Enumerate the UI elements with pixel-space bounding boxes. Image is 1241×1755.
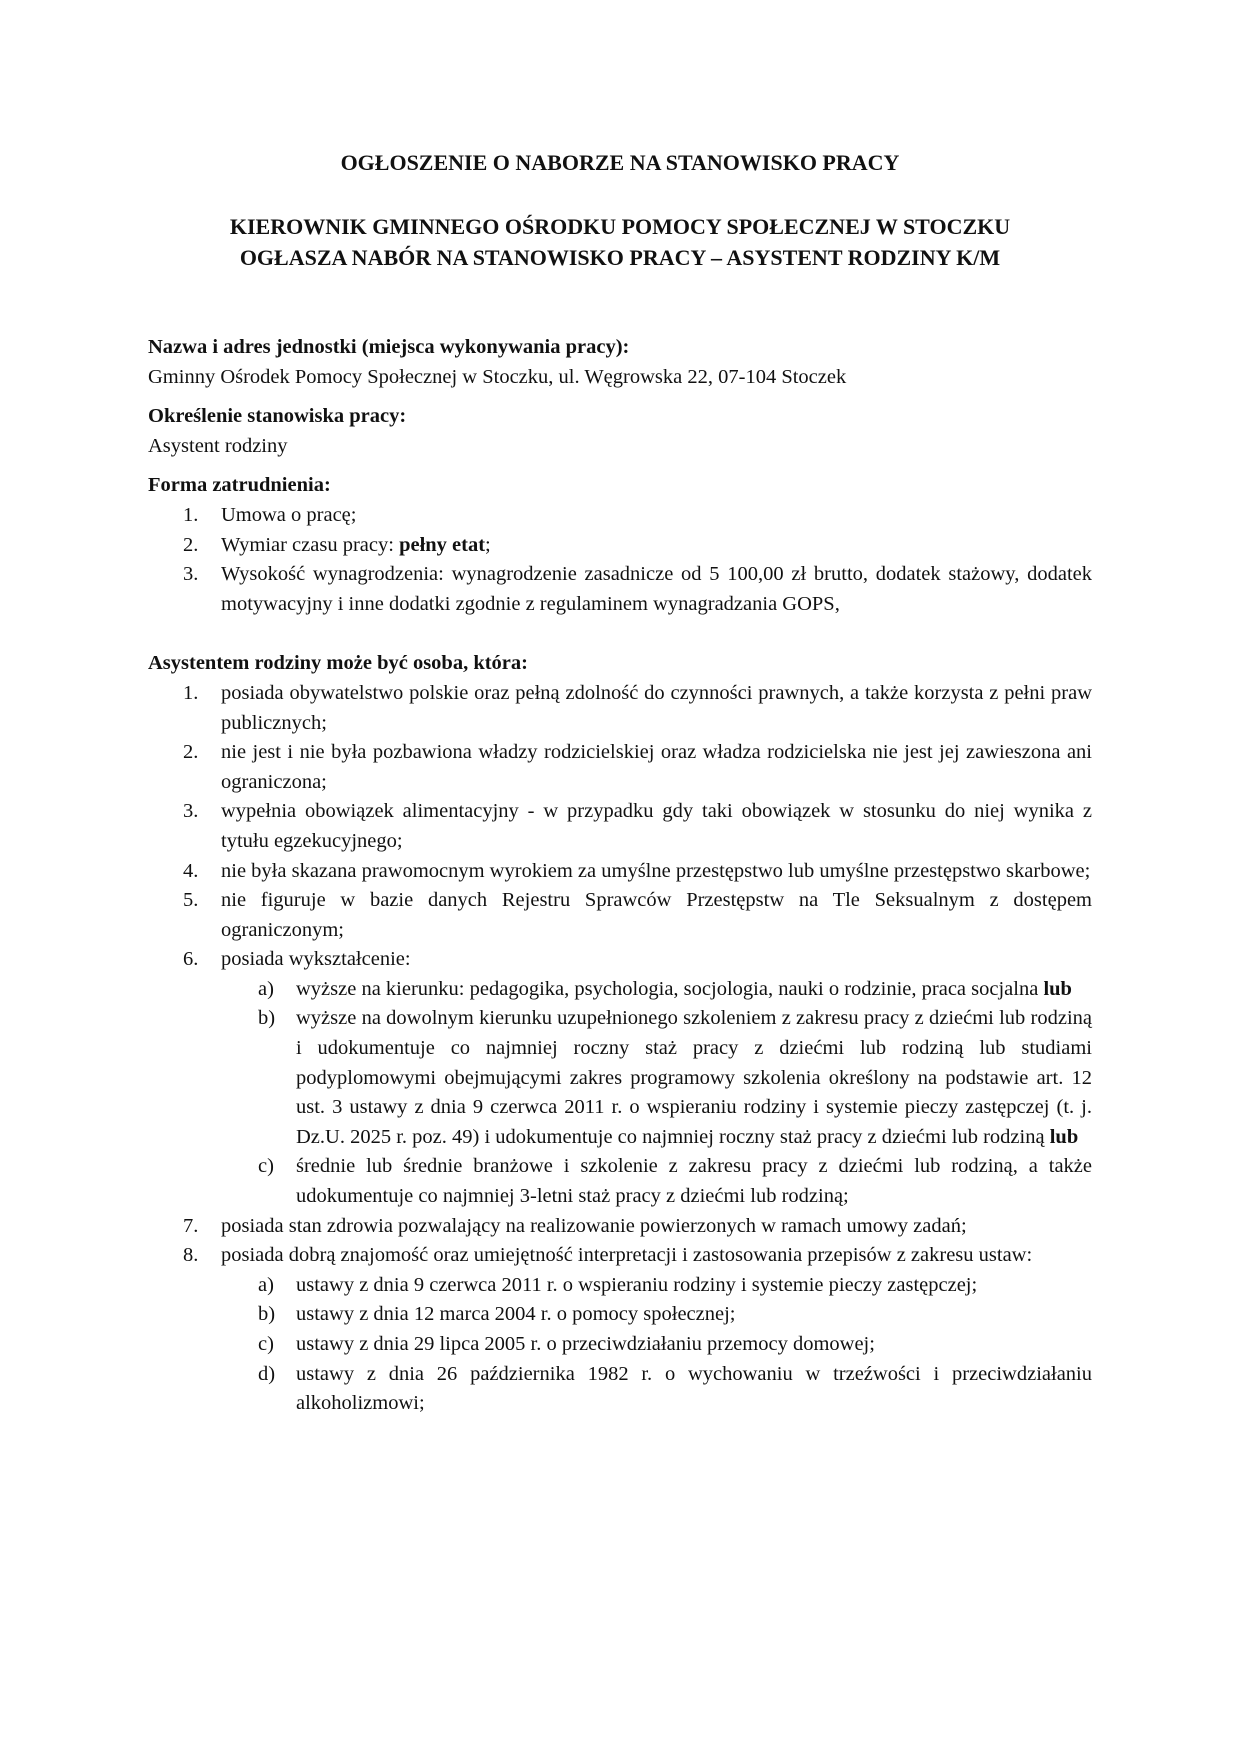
item-number: 5. (183, 889, 199, 912)
list-item (148, 857, 1092, 887)
item-number: 2. (183, 741, 199, 764)
item-bold-text: lub (1043, 977, 1072, 1000)
item-text: posiada dobrą znajomość oraz umiejętność interpretacji i zastosowania przepisów z zakresu ustaw: (221, 1244, 1033, 1267)
requirements-list (148, 679, 1092, 975)
document-title: OGŁOSZENIE O NABORZE NA STANOWISKO PRACY (340, 150, 900, 175)
item-number: 3. (183, 800, 199, 823)
item-text: Umowa o pracę; (221, 503, 357, 526)
item-bold-text: pełny etat (399, 533, 486, 556)
item-text: wyższe na dowolnym kierunku uzupełnionego szkoleniem z zakresu pracy z dziećmi lub rodziną i udokumentuje co najmniej roczny staż pracy z dziećmi lub rodziną lub studiami podyplomowymi obejmującymi zakres programowy szkolenia określony na podstawie art. 12 ust. 3 ustawy z dnia 9 czerwca 2011 r. o wspieraniu rodziny i systemie pieczy zastępczej (t. j. Dz.U. 2025 r. poz. 49) i udokumentuje co najmniej roczny staż pracy z dziećmi lub rodziną (296, 1007, 1092, 1148)
sublist-item (148, 1271, 1092, 1301)
sublist-item (148, 1360, 1092, 1419)
item-number: 8. (183, 1244, 199, 1267)
item-number: 1. (183, 503, 199, 526)
employment-list (148, 501, 1092, 619)
requirements-heading: Asystentem rodziny może być osoba, która: (148, 652, 528, 675)
requirements-list-continued (148, 1212, 1092, 1271)
laws-sublist (148, 1271, 1092, 1419)
employment-heading: Forma zatrudnienia: (148, 474, 331, 497)
list-item (148, 501, 1092, 531)
item-text: posiada stan zdrowia pozwalający na realizowanie powierzonych w ramach umowy zadań; (221, 1214, 967, 1237)
subtitle-line-2: OGŁASZA NABÓR NA STANOWISKO PRACY – ASYSTENT RODZINY K/M (239, 245, 1001, 270)
item-number: 2. (183, 533, 199, 556)
item-text: posiada wykształcenie: (221, 948, 411, 971)
list-item (148, 679, 1092, 738)
unit-address: Gminny Ośrodek Pomocy Społecznej w Stoczku, ul. Węgrowska 22, 07-104 Stoczek (148, 365, 847, 388)
item-letter: b) (258, 1303, 276, 1326)
item-letter: c) (258, 1155, 274, 1178)
item-number: 1. (183, 681, 199, 704)
item-number: 4. (183, 859, 199, 882)
item-letter: c) (258, 1333, 274, 1355)
list-item (148, 1241, 1092, 1271)
item-text: Wysokość wynagrodzenia: wynagrodzenie zasadnicze od 5 100,00 zł brutto, dodatek stażowy, dodatek motywacyjny i inne dodatki zgodnie z regulaminem wynagradzania GOPS, (221, 563, 1092, 615)
list-item (148, 738, 1092, 797)
item-text: ustawy z dnia 29 lipca 2005 r. o przeciwdziałaniu przemocy domowej; (296, 1333, 875, 1355)
item-text: ustawy z dnia 12 marca 2004 r. o pomocy społecznej; (296, 1303, 736, 1326)
unit-heading: Nazwa i adres jednostki (miejsca wykonywania pracy): (148, 336, 630, 358)
item-number: 7. (183, 1214, 199, 1237)
item-text: ustawy z dnia 9 czerwca 2011 r. o wspieraniu rodziny i systemie pieczy zastępczej; (296, 1273, 978, 1296)
item-text: nie jest i nie była pozbawiona władzy rodzicielskiej oraz władza rodzicielska nie jest jej zawieszona ani ograniczona; (221, 741, 1092, 793)
item-text: wypełnia obowiązek alimentacyjny - w przypadku gdy taki obowiązek w stosunku do niej wynika z tytułu egzekucyjnego; (221, 800, 1092, 852)
item-text: średnie lub średnie branżowe i szkolenie z zakresu pracy z dziećmi lub rodziną, a także udokumentuje co najmniej 3-letni staż pracy z dziećmi lub rodziną; (296, 1155, 1092, 1208)
list-item (148, 797, 1092, 856)
item-text: Wymiar czasu pracy: (221, 533, 400, 556)
item-letter: a) (258, 1273, 274, 1296)
unit-section (148, 333, 1092, 392)
position-name: Asystent rodziny (148, 434, 288, 457)
list-item (148, 945, 1092, 975)
sublist-item (148, 1300, 1092, 1330)
position-section (148, 402, 1092, 461)
item-text: nie była skazana prawomocnym wyrokiem za umyślne przestępstwo lub umyślne przestępstwo skarbowe; (221, 859, 1091, 882)
item-bold-text: lub (1049, 1125, 1079, 1148)
document-body (148, 333, 1092, 1429)
list-item (148, 531, 1092, 561)
item-letter: d) (258, 1362, 276, 1385)
employment-section (148, 471, 1092, 619)
sublist-item (148, 1152, 1092, 1211)
item-number: 6. (183, 948, 199, 971)
subtitle-line-1: KIEROWNIK GMINNEGO OŚRODKU POMOCY SPOŁECZNEJ W STOCZKU (229, 214, 1011, 239)
item-text: posiada obywatelstwo polskie oraz pełną zdolność do czynności prawnych, a także korzysta z pełni praw publicznych; (221, 681, 1092, 734)
item-text-after: ; (485, 533, 491, 556)
document-subtitle (148, 211, 1092, 273)
list-item (148, 560, 1092, 619)
sublist-item (148, 1004, 1092, 1152)
item-letter: b) (258, 1007, 276, 1030)
item-text: ustawy z dnia 26 października 1982 r. o wychowaniu w trzeźwości i przeciwdziałaniu alkoholizmowi; (296, 1362, 1092, 1415)
sublist-item (148, 1330, 1092, 1360)
requirements-section (148, 649, 1092, 1418)
item-number: 3. (183, 563, 199, 586)
list-item (148, 1212, 1092, 1242)
item-text: nie figuruje w bazie danych Rejestru Sprawców Przestępstw na Tle Seksualnym z dostępem ograniczonym; (221, 889, 1092, 941)
item-letter: a) (258, 977, 274, 1000)
sublist-item (148, 975, 1092, 1005)
list-item (148, 886, 1092, 945)
item-text: wyższe na kierunku: pedagogika, psychologia, socjologia, nauki o rodzinie, praca socjalna (296, 977, 1044, 1000)
position-heading: Określenie stanowiska pracy: (148, 405, 407, 428)
education-sublist (148, 975, 1092, 1212)
